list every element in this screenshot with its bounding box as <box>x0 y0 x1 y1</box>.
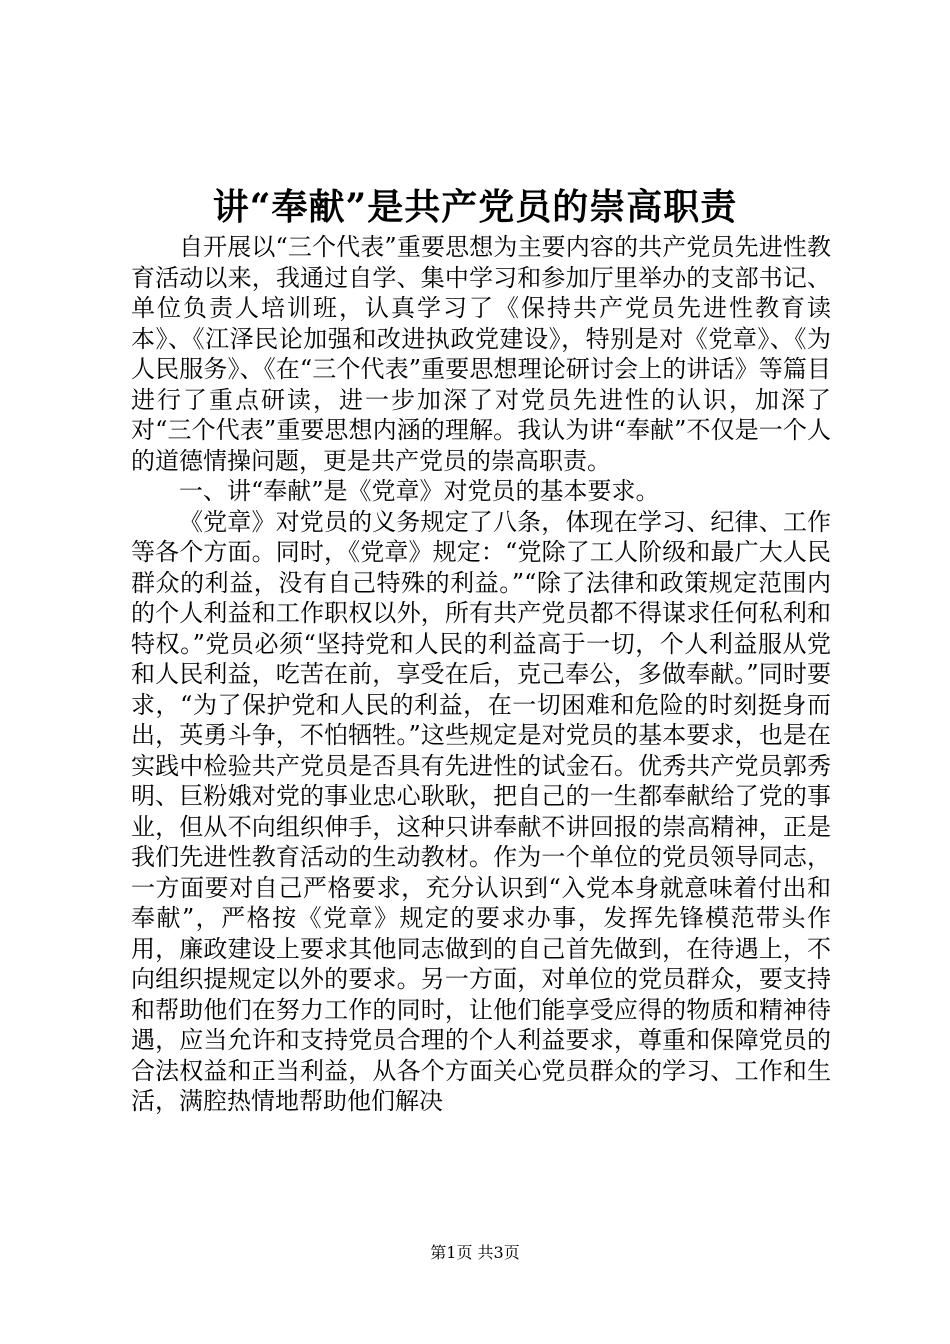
document-body <box>131 232 831 1117</box>
paragraph-intro: 自开展以“三个代表”重要思想为主要内容的共产党员先进性教育活动以来，我通过自学、集中学习和参加厅里举办的支部书记、单位负责人培训班，认真学习了《保持共产党员先进性教育读本》、《江泽民论加强和改进执政党建设》，特别是对《党章》、《为人民服务》、《在“三个代表”重要思想理论研讨会上的讲话》等篇目进行了重点研读，进一步加深了对党员先进性的认识，加深了对“三个代表”重要思想内涵的理解。我认为讲“奉献”不仅是一个人的道德情操问题，更是共产党员的崇高职责。 <box>131 233 831 475</box>
page-number-footer: 第1页 共3页 <box>430 1243 520 1262</box>
document-title: 讲“奉献”是共产党员的崇高职责 <box>212 186 738 228</box>
paragraph-section-heading: 一、讲“奉献”是《党章》对党员的基本要求。 <box>179 477 660 505</box>
paragraph-party-constitution: 《党章》对党员的义务规定了八条，体现在学习、纪律、工作等各个方面。同时，《党章》规定：“党除了工人阶级和最广大人民群众的利益，没有自己特殊的利益。”“除了法律和政策规定范围内的个人利益和工作职权以外，所有共产党员都不得谋求任何私利和特权。”党员必须“坚持党和人民的利益高于一切，个人利益服从党和人民利益，吃苦在前，享受在后，克己奉公，多做奉献。”同时要求，“为了保护党和人民的利益，在一切困难和危险的时刻挺身而出，英勇斗争，不怕牺牲。”这些规定是对党员的基本要求，也是在实践中检验共产党员是否具有先进性的试金石。优秀共产党员郭秀明、巨粉娥对党的事业忠心耿耿，把自己的一生都奉献给了党的事业，但从不向组织伸手，这种只讲奉献不讲回报的崇高精神，正是我们先进性教育活动的生动教材。作为一个单位的党员领导同志，一方面要对自己严格要求，充分认识到“入党本身就意味着付出和奉献”，严格按《党章》规定的要求办事，发挥先锋模范带头作用，廉政建设上要求其他同志做到的自己首先做到，在待遇上，不向组织提规定以外的要求。另一方面，对单位的党员群众，要支持和帮助他们在努力工作的同时，让他们能享受应得的物质和精神待遇，应当允许和支持党员合理的个人利益要求，尊重和保障党员的合法权益和正当利益，从各个方面关心党员群众的学习、工作和生活，满腔热情地帮助他们解决 <box>131 507 831 1115</box>
